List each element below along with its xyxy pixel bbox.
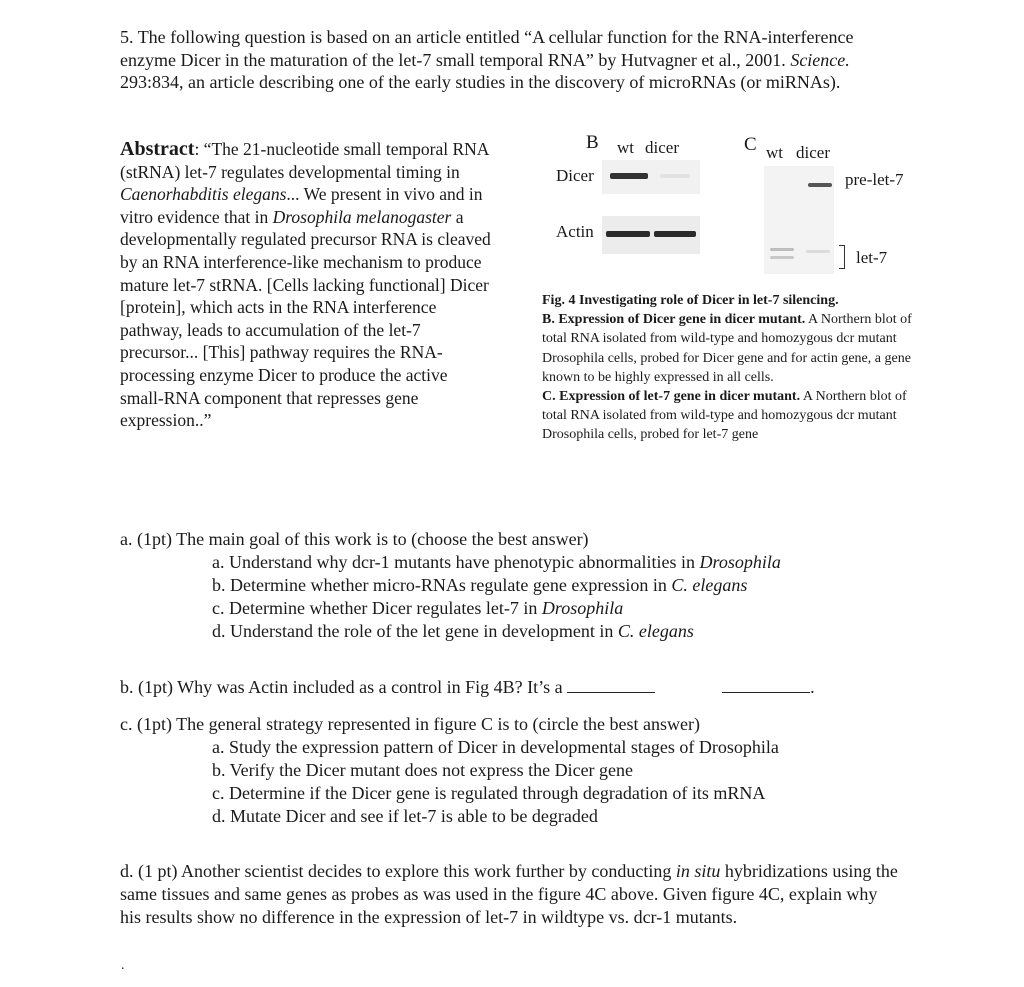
abstract-text-3: a developmentally regulated precursor RNA is cleaved by an RNA interference-like mechanism to produce mature let-7 stRNA. [Cells lacking functional] Dicer [protein], which acts in the RNA interference pathway, leads to accumulation of the let-7 precursor... [This] pathway requires the RNA-processing enzyme Dicer to produce the active small-RNA component that represses gene expression..” <box>120 206 491 431</box>
species-drosophila: Drosophila melanogaster <box>272 206 452 227</box>
panel-c-col-dicer: dicer <box>796 143 830 162</box>
question-c-option-c[interactable]: c. Determine if the Dicer gene is regulated through degradation of its mRNA <box>212 783 766 803</box>
panel-b-col-dicer: dicer <box>645 138 679 157</box>
panel-b-col-wt: wt <box>617 138 634 157</box>
question-d-text-2: hybridizations using the same tissues and same genes as probes as was used in the figure 4C above. Given figure 4C, explain why his results show no difference in the expression of let-7 in wildtype vs. dcr-1 mutants. <box>120 861 898 927</box>
intro-text-end: 293:834, an article describing one of the early studies in the discovery of microRNAs (or miRNAs). <box>120 72 841 92</box>
actin-band-wt <box>606 231 650 237</box>
question-c-option-b[interactable]: b. Verify the Dicer mutant does not express the Dicer gene <box>212 760 634 780</box>
question-c-option-d[interactable]: d. Mutate Dicer and see if let-7 is able to be degraded <box>212 806 598 826</box>
answer-blank-1[interactable] <box>567 676 655 693</box>
question-d-in-situ: in situ <box>675 861 721 881</box>
caption-c-text: A Northern blot of total RNA isolated from wild-type and homozygous dcr mutant Drosophila cells, probed for let-7 gene <box>542 389 907 443</box>
caption-title: Fig. 4 Investigating role of Dicer in let-7 silencing. <box>542 293 839 308</box>
species-c-elegans: Caenorhabditis elegans <box>120 184 287 205</box>
caption-b-title: B. Expression of Dicer gene in dicer mutant. <box>542 312 806 328</box>
question-number: 5. <box>120 27 134 47</box>
question-b-text: b. (1pt) Why was Actin included as a control in Fig 4B? It’s a <box>120 677 563 697</box>
question-d-text-1: d. (1 pt) Another scientist decides to explore this work further by conducting <box>120 861 676 881</box>
journal-name: Science. <box>790 49 850 70</box>
let7-bracket <box>839 245 845 269</box>
panel-c-letter: C <box>744 134 757 155</box>
dicer-band-wt <box>610 173 648 179</box>
actin-band-mutant <box>654 231 696 237</box>
dicer-band-mutant <box>660 174 690 178</box>
abstract-text-2: ... We present in vivo and in vitro evidence that in <box>120 184 483 227</box>
question-intro <box>120 26 900 94</box>
question-a-stem: a. (1pt) The main goal of this work is to (choose the best answer) <box>120 529 589 549</box>
abstract <box>120 138 492 432</box>
panel-c-col-wt: wt <box>766 143 783 162</box>
panel-b-letter: B <box>586 132 599 153</box>
question-c-option-a[interactable]: a. Study the expression pattern of Dicer in developmental stages of Drosophila <box>212 737 779 757</box>
question-d <box>120 860 900 929</box>
question-b-end: . <box>810 677 815 697</box>
question-a <box>120 528 980 643</box>
question-c <box>120 713 980 828</box>
caption-b-text: A Northern blot of total RNA isolated from wild-type and homozygous dcr mutant Drosophila cells, probed for Dicer gene and for actin gene, a gene known to be highly expressed in all cells. <box>542 312 912 385</box>
label-let7: let-7 <box>856 248 888 267</box>
let7-band-wt-2 <box>770 256 794 259</box>
panel-b-row-dicer: Dicer <box>556 166 594 185</box>
question-a-option-a[interactable]: a. Understand why dcr-1 mutants have phenotypic abnormalities in Drosophila <box>212 552 781 572</box>
caption-c-title: C. Expression of let-7 gene in dicer mutant. <box>542 389 801 405</box>
question-a-option-b[interactable]: b. Determine whether micro-RNAs regulate gene expression in C. elegans <box>212 575 748 595</box>
panel-b-row-actin: Actin <box>556 222 594 241</box>
answer-blank-2[interactable] <box>722 676 810 693</box>
abstract-heading: Abstract <box>120 138 195 160</box>
label-pre-let7: pre-let-7 <box>845 170 904 189</box>
pre-let7-band-mutant <box>808 183 832 187</box>
trailing-mark: . <box>121 958 125 973</box>
intro-text: The following question is based on an article entitled “A cellular function for the RNA-interference enzyme Dicer in the maturation of the let-7 small temporal RNA” by Hutvagner et al., 2001. <box>120 27 854 70</box>
question-a-option-d[interactable]: d. Understand the role of the let gene in development in C. elegans <box>212 621 694 641</box>
question-c-stem: c. (1pt) The general strategy represented in figure C is to (circle the best answer) <box>120 714 700 734</box>
let7-band-mutant <box>806 250 830 253</box>
let7-band-wt-1 <box>770 248 794 251</box>
question-b <box>120 676 980 699</box>
abstract-text-1: : “The 21-nucleotide small temporal RNA (stRNA) let-7 regulates developmental timing in <box>120 139 489 182</box>
question-a-option-c[interactable]: c. Determine whether Dicer regulates let-7 in Drosophila <box>212 598 624 618</box>
figure-caption <box>542 291 912 445</box>
